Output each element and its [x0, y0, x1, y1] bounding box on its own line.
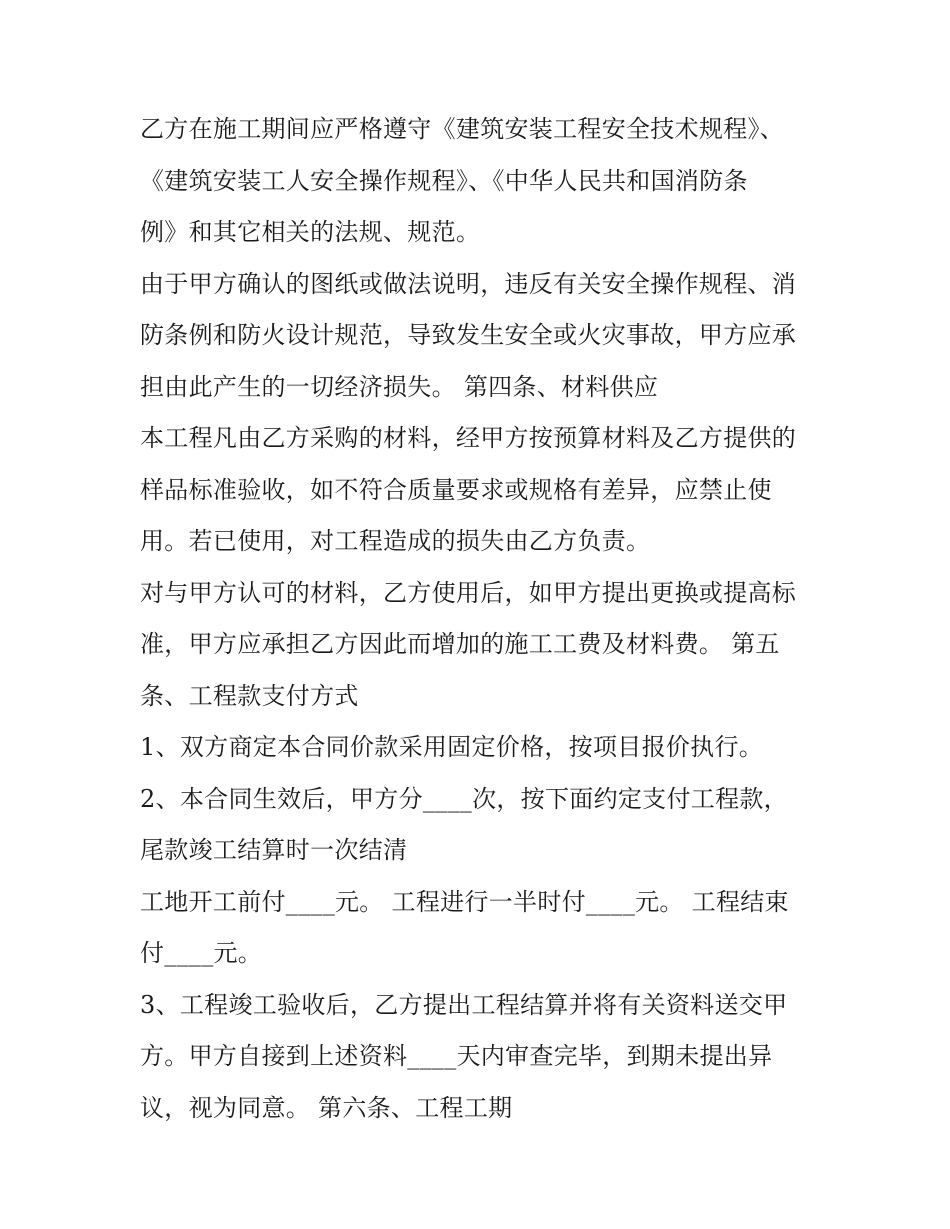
- text-line: 1、双方商定本合同价款采用固定价格，按项目报价执行。: [140, 733, 764, 761]
- text-line: 条、工程款支付方式: [140, 681, 359, 710]
- text-line: 用。若已使用，对工程造成的损失由乙方负责。: [140, 527, 651, 555]
- paragraph: [140, 877, 820, 980]
- text-line: 方。甲方自接到上述资料____天内审查完毕，到期未提出异: [140, 1042, 773, 1070]
- text-line: 防条例和防火设计规范，导致发生安全或火灾事故，甲方应承: [140, 321, 797, 349]
- text-line: 乙方在施工期间应严格遵守《建筑安装工程安全技术规程》、: [140, 115, 785, 143]
- text-line: 对与甲方认可的材料，乙方使用后，如甲方提出更换或提高标: [140, 578, 797, 607]
- paragraph: [140, 413, 820, 568]
- text-line: 准，甲方应承担乙方因此而增加的施工工费及材料费。 第五: [140, 630, 780, 658]
- text-line: 由于甲方确认的图纸或做法说明，违反有关安全操作规程、消: [140, 269, 797, 298]
- paragraph: [140, 104, 820, 259]
- paragraph: [140, 722, 820, 774]
- paragraph: [140, 980, 820, 1135]
- text-line: 例》和其它相关的法规、规范。: [140, 218, 481, 246]
- paragraph: [140, 259, 820, 414]
- text-line: 担由此产生的一切经济损失。 第四条、材料供应: [140, 372, 659, 401]
- text-line: 尾款竣工结算时一次结清: [140, 836, 408, 864]
- text-line: 2、本合同生效后，甲方分____次，按下面约定支付工程款，: [140, 784, 788, 813]
- text-line: 本工程凡由乙方采购的材料，经甲方按预算材料及乙方提供的: [140, 424, 797, 452]
- text-line: 工地开工前付____元。 工程进行一半时付____元。 工程结束: [140, 887, 789, 916]
- paragraph: [140, 568, 820, 723]
- paragraph: [140, 774, 820, 877]
- text-line: 议，视为同意。 第六条、工程工期: [140, 1093, 513, 1122]
- text-line: 付____元。: [140, 939, 263, 967]
- text-line: 3、工程竣工验收后，乙方提出工程结算并将有关资料送交甲: [140, 990, 788, 1019]
- text-line: 样品标准验收，如不符合质量要求或规格有差异，应禁止使: [140, 475, 772, 504]
- text-line: 《建筑安装工人安全操作规程》、《中华人民共和国消防条: [140, 166, 748, 195]
